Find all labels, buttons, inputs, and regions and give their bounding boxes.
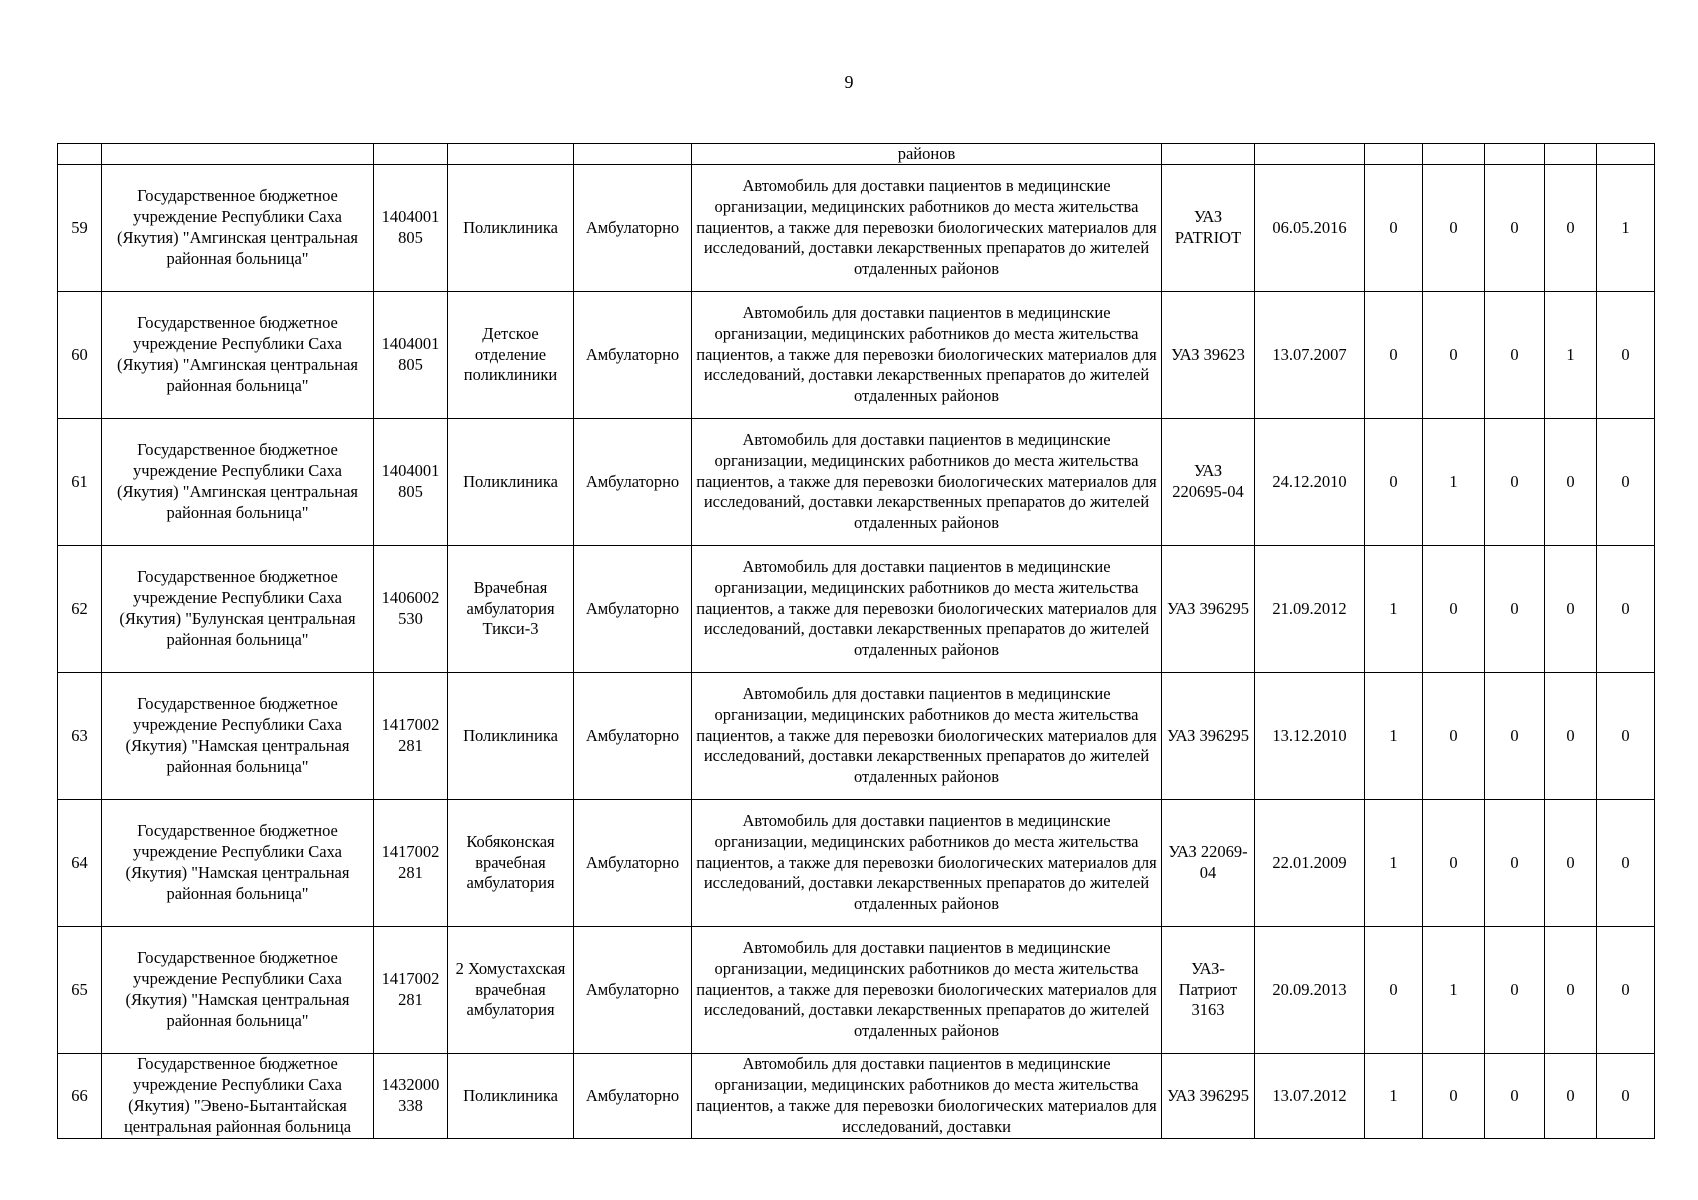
cell-count-4: 0 [1545,419,1597,546]
cell-count-2: 0 [1423,165,1485,292]
cell-model: УАЗ 396295 [1162,673,1255,800]
cell-unit [448,144,574,165]
cell-count-2 [1423,144,1485,165]
cell-date: 13.12.2010 [1255,673,1365,800]
cell-count-2: 1 [1423,927,1485,1054]
table-row [58,546,1655,673]
cell-count-1: 1 [1365,673,1423,800]
cell-count-1: 1 [1365,1054,1423,1139]
cell-count-1: 0 [1365,292,1423,419]
cell-purpose: районов [692,144,1162,165]
cell-count-1: 0 [1365,419,1423,546]
cell-count-3: 0 [1485,419,1545,546]
cell-count-3: 0 [1485,927,1545,1054]
cell-no: 59 [58,165,102,292]
table-row [58,292,1655,419]
cell-count-3: 0 [1485,165,1545,292]
cell-code: 1417002 281 [374,800,448,927]
cell-care-type: Амбулаторно [574,419,692,546]
cell-count-4: 0 [1545,165,1597,292]
cell-code: 1432000 338 [374,1054,448,1139]
cell-date: 24.12.2010 [1255,419,1365,546]
cell-purpose: Автомобиль для доставки пациентов в медицинские организации, медицинских работников до места жительства пациентов, а также для перевозки биологических материалов для исследований, доставки лекарственных препаратов до жителей отдаленных районов [692,800,1162,927]
table-row [58,1054,1655,1139]
cell-count-2: 1 [1423,419,1485,546]
table-row [58,165,1655,292]
cell-count-5: 1 [1597,165,1655,292]
cell-count-5: 0 [1597,546,1655,673]
cell-care-type: Амбулаторно [574,673,692,800]
cell-count-5: 0 [1597,800,1655,927]
cell-count-1: 0 [1365,165,1423,292]
cell-organization [102,144,374,165]
cell-model: УАЗ 396295 [1162,546,1255,673]
cell-count-5: 0 [1597,292,1655,419]
cell-count-4: 1 [1545,292,1597,419]
cell-count-5: 0 [1597,1054,1655,1139]
cell-code [374,144,448,165]
vehicle-registry-table [57,143,1655,1139]
cell-model: УАЗ 39623 [1162,292,1255,419]
cell-code: 1417002 281 [374,673,448,800]
cell-care-type: Амбулаторно [574,165,692,292]
cell-unit: Поликлиника [448,1054,574,1139]
cell-organization: Государственное бюджетное учреждение Республики Саха (Якутия) "Эвено-Бытантайская центральная районная больница [102,1054,374,1139]
cell-no: 60 [58,292,102,419]
cell-care-type [574,144,692,165]
cell-care-type: Амбулаторно [574,546,692,673]
cell-no: 61 [58,419,102,546]
cell-no: 65 [58,927,102,1054]
cell-code: 1417002 281 [374,927,448,1054]
cell-purpose: Автомобиль для доставки пациентов в медицинские организации, медицинских работников до места жительства пациентов, а также для перевозки биологических материалов для исследований, доставки лекарственных препаратов до жителей отдаленных районов [692,292,1162,419]
cell-organization: Государственное бюджетное учреждение Республики Саха (Якутия) "Амгинская центральная районная больница" [102,419,374,546]
table-row [58,419,1655,546]
cell-care-type: Амбулаторно [574,1054,692,1139]
page-number: 9 [844,72,854,92]
cell-count-4: 0 [1545,673,1597,800]
cell-count-1: 0 [1365,927,1423,1054]
cell-unit: Врачебная амбулатория Тикси-3 [448,546,574,673]
cell-organization: Государственное бюджетное учреждение Республики Саха (Якутия) "Амгинская центральная районная больница" [102,292,374,419]
cell-date: 06.05.2016 [1255,165,1365,292]
cell-unit: Детское отделение поликлиники [448,292,574,419]
cell-count-5 [1597,144,1655,165]
cell-model: УАЗ 396295 [1162,1054,1255,1139]
cell-code: 1404001 805 [374,165,448,292]
cell-count-3: 0 [1485,800,1545,927]
cell-count-3: 0 [1485,673,1545,800]
cell-date: 22.01.2009 [1255,800,1365,927]
cell-count-4: 0 [1545,927,1597,1054]
cell-date: 13.07.2007 [1255,292,1365,419]
cell-unit: 2 Хомустахская врачебная амбулатория [448,927,574,1054]
cell-count-3: 0 [1485,546,1545,673]
cell-no: 64 [58,800,102,927]
cell-count-4: 0 [1545,800,1597,927]
cell-count-2: 0 [1423,673,1485,800]
cell-purpose: Автомобиль для доставки пациентов в медицинские организации, медицинских работников до места жительства пациентов, а также для перевозки биологических материалов для исследований, доставки лекарственных препаратов до жителей отдаленных районов [692,927,1162,1054]
cell-no: 63 [58,673,102,800]
cell-count-2: 0 [1423,292,1485,419]
cell-no: 66 [58,1054,102,1139]
table-row [58,673,1655,800]
cell-model: УАЗ PATRIOT [1162,165,1255,292]
cell-code: 1404001 805 [374,419,448,546]
cell-model: УАЗ 22069-04 [1162,800,1255,927]
cell-unit: Поликлиника [448,419,574,546]
cell-count-5: 0 [1597,419,1655,546]
cell-purpose: Автомобиль для доставки пациентов в медицинские организации, медицинских работников до места жительства пациентов, а также для перевозки биологических материалов для исследований, доставки лекарственных препаратов до жителей отдаленных районов [692,546,1162,673]
carryover-row [58,144,1655,165]
cell-purpose: Автомобиль для доставки пациентов в медицинские организации, медицинских работников до места жительства пациентов, а также для перевозки биологических материалов для исследований, доставки лекарственных препаратов до жителей отдаленных районов [692,419,1162,546]
cell-count-2: 0 [1423,800,1485,927]
cell-count-2: 0 [1423,1054,1485,1139]
cell-count-5: 0 [1597,927,1655,1054]
cell-purpose: Автомобиль для доставки пациентов в медицинские организации, медицинских работников до места жительства пациентов, а также для перевозки биологических материалов для исследований, доставки лекарственных препаратов до жителей отдаленных районов [692,673,1162,800]
cell-unit: Поликлиника [448,673,574,800]
cell-count-1 [1365,144,1423,165]
cell-model: УАЗ 220695-04 [1162,419,1255,546]
cell-count-3: 0 [1485,292,1545,419]
cell-count-5: 0 [1597,673,1655,800]
cell-care-type: Амбулаторно [574,927,692,1054]
table-row [58,800,1655,927]
cell-date: 13.07.2012 [1255,1054,1365,1139]
cell-organization: Государственное бюджетное учреждение Республики Саха (Якутия) "Намская центральная районная больница" [102,927,374,1054]
cell-count-4: 0 [1545,1054,1597,1139]
cell-count-4 [1545,144,1597,165]
cell-model: УАЗ-Патриот 3163 [1162,927,1255,1054]
cell-purpose: Автомобиль для доставки пациентов в медицинские организации, медицинских работников до места жительства пациентов, а также для перевозки биологических материалов для исследований, доставки [692,1054,1162,1139]
cell-care-type: Амбулаторно [574,800,692,927]
cell-count-3: 0 [1485,1054,1545,1139]
cell-date: 20.09.2013 [1255,927,1365,1054]
cell-organization: Государственное бюджетное учреждение Республики Саха (Якутия) "Булунская центральная районная больница" [102,546,374,673]
cell-care-type: Амбулаторно [574,292,692,419]
cell-count-3 [1485,144,1545,165]
cell-code: 1404001 805 [374,292,448,419]
cell-count-1: 1 [1365,800,1423,927]
cell-model [1162,144,1255,165]
cell-count-2: 0 [1423,546,1485,673]
cell-no: 62 [58,546,102,673]
cell-code: 1406002 530 [374,546,448,673]
cell-organization: Государственное бюджетное учреждение Республики Саха (Якутия) "Намская центральная районная больница" [102,673,374,800]
cell-purpose: Автомобиль для доставки пациентов в медицинские организации, медицинских работников до места жительства пациентов, а также для перевозки биологических материалов для исследований, доставки лекарственных препаратов до жителей отдаленных районов [692,165,1162,292]
cell-unit: Поликлиника [448,165,574,292]
cell-count-4: 0 [1545,546,1597,673]
cell-unit: Кобяконская врачебная амбулатория [448,800,574,927]
cell-no [58,144,102,165]
cell-date [1255,144,1365,165]
cell-count-1: 1 [1365,546,1423,673]
cell-organization: Государственное бюджетное учреждение Республики Саха (Якутия) "Амгинская центральная районная больница" [102,165,374,292]
cell-organization: Государственное бюджетное учреждение Республики Саха (Якутия) "Намская центральная районная больница" [102,800,374,927]
table-row [58,927,1655,1054]
cell-date: 21.09.2012 [1255,546,1365,673]
